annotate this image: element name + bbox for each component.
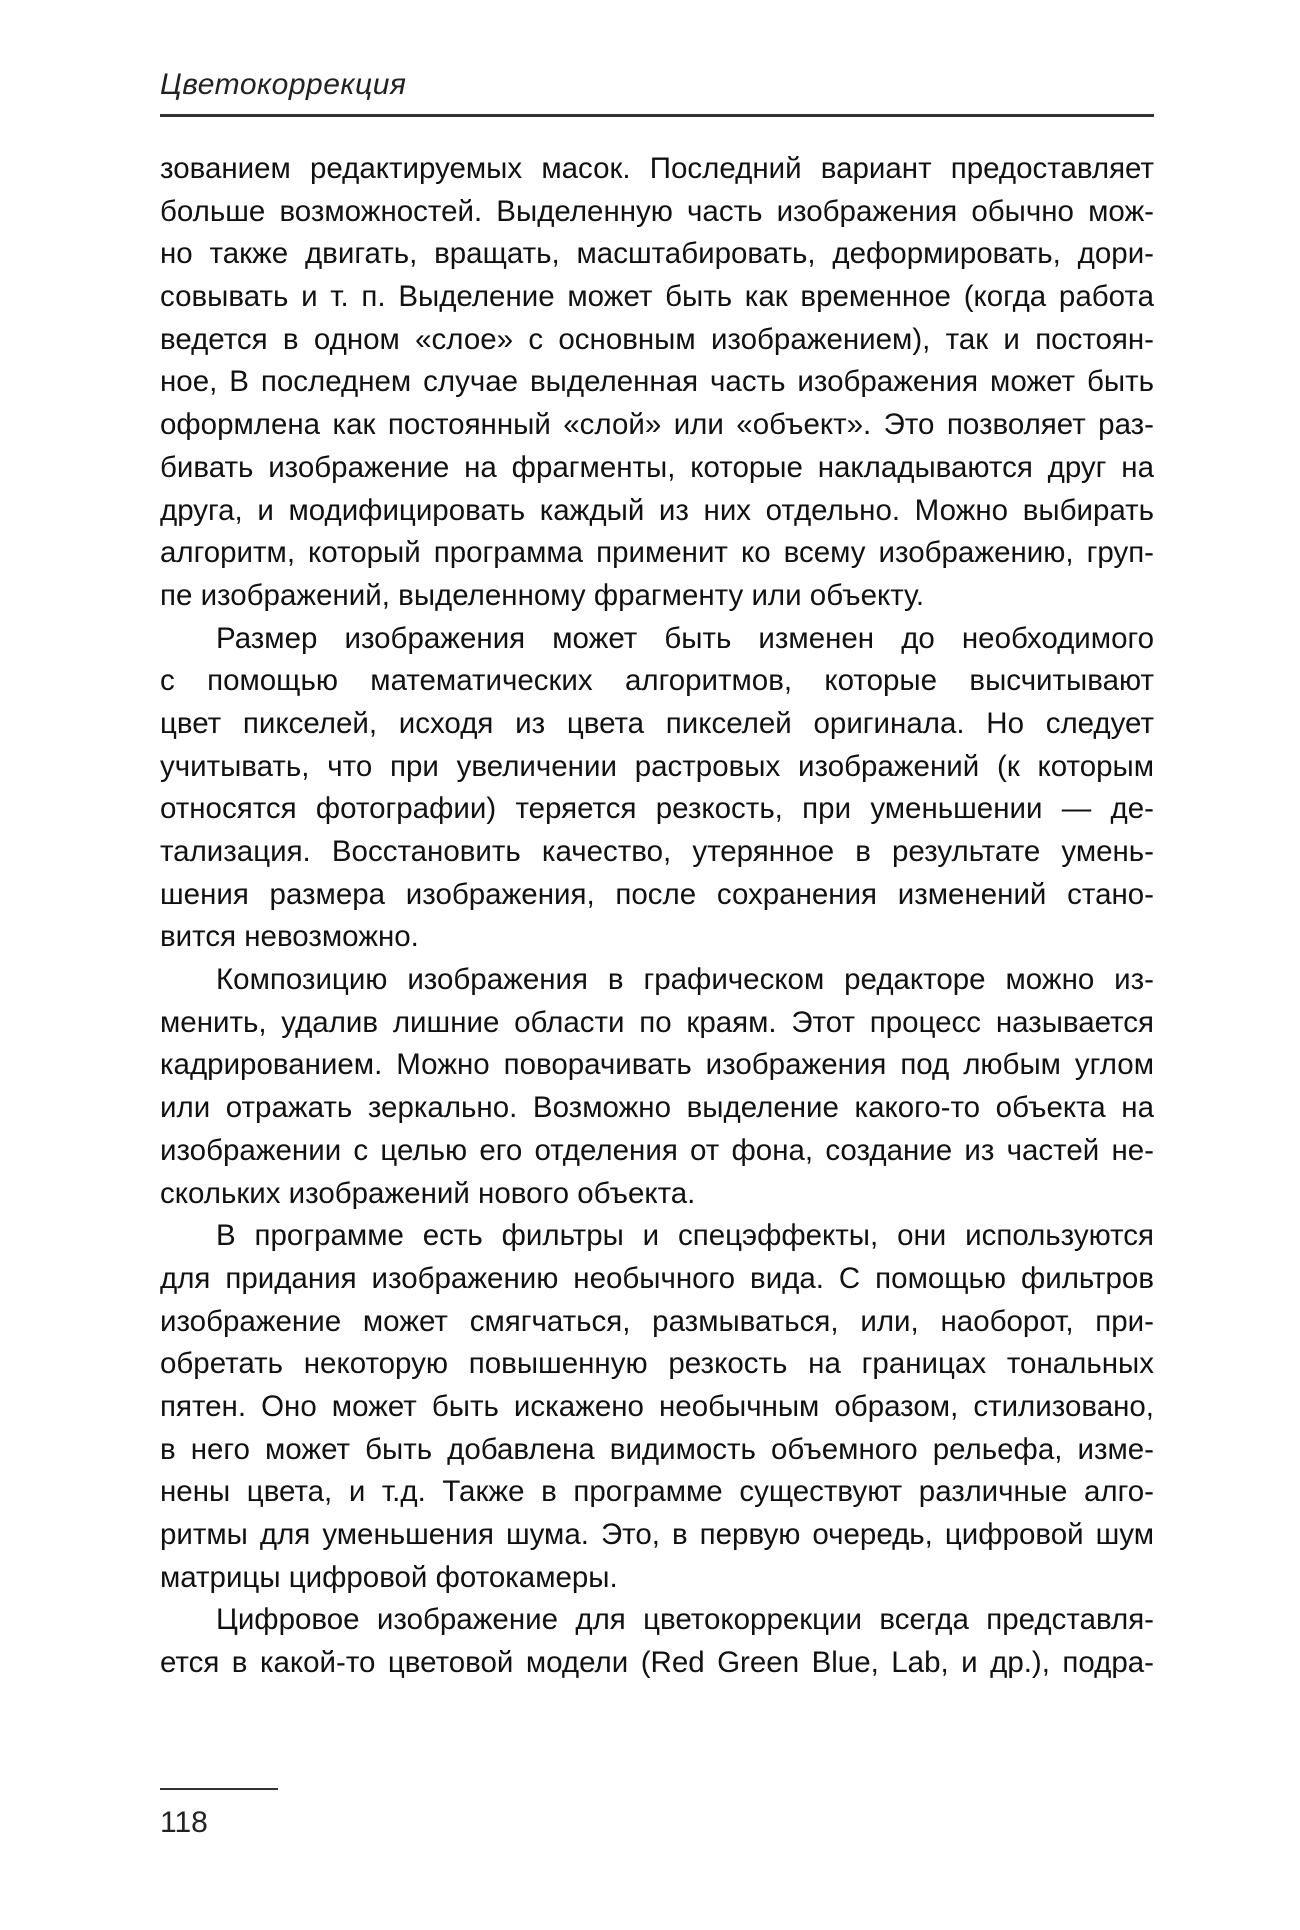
text-line: изображение может смягчаться, размываться, или, наоборот, при- <box>160 1304 1154 1338</box>
running-head-title: Цветокоррекция <box>160 68 407 101</box>
text-line: или отражать зеркально. Возможно выделение какого-то объекта на <box>160 1091 1154 1125</box>
text-line: друга, и модифицировать каждый из них отдельно. Можно выбирать <box>160 493 1154 527</box>
text-line: но также двигать, вращать, масштабировать, деформировать, дори- <box>160 237 1154 271</box>
text-line: пятен. Оно может быть искажено необычным образом, стилизовано, <box>160 1389 1154 1423</box>
text-line: в него может быть добавлена видимость объемного рельефа, изме- <box>160 1432 1154 1466</box>
text-line: учитывать, что при увеличении растровых изображений (к которым <box>160 749 1154 783</box>
text-line: бивать изображение на фрагменты, которые накладываются друг на <box>160 450 1154 484</box>
text-line: ритмы для уменьшения шума. Это, в первую очередь, цифровой шум <box>160 1518 1154 1551</box>
text-line: Композицию изображения в графическом редакторе можно из- <box>216 963 1154 997</box>
page-number: 118 <box>160 1806 208 1839</box>
text-line: шения размера изображения, после сохранения изменений стано- <box>160 877 1154 911</box>
text-line: оформлена как постоянный «слой» или «объект». Это позволяет раз- <box>160 408 1154 442</box>
text-line: нены цвета, и т.д. Также в программе существуют различные алго- <box>160 1475 1154 1509</box>
body-text <box>160 148 1154 1685</box>
text-line: В программе есть фильтры и спецэффекты, они используются <box>216 1219 1154 1253</box>
text-line: пе изображений, выделенному фрагменту или объекту. <box>160 578 925 612</box>
text-line: кадрированием. Можно поворачивать изображения под любым углом <box>160 1048 1154 1082</box>
text-line: цвет пикселей, исходя из цвета пикселей оригинала. Но следует <box>160 706 1154 740</box>
text-line: менить, удалив лишние области по краям. Этот процесс называется <box>160 1005 1154 1039</box>
text-line: алгоритм, который программа применит ко всему изображению, груп- <box>160 536 1154 570</box>
text-line: вится невозможно. <box>160 920 419 954</box>
text-line: Цифровое изображение для цветокоррекции всегда представля- <box>216 1603 1154 1637</box>
text-line: больше возможностей. Выделенную часть изображения обычно мож- <box>160 194 1154 228</box>
text-line: ное, В последнем случае выделенная часть изображения может быть <box>160 365 1154 399</box>
text-line: относятся фотографии) теряется резкость, при уменьшении — де- <box>160 792 1154 826</box>
header-rule <box>160 114 1154 117</box>
footer-rule <box>160 1788 278 1790</box>
text-line: Размер изображения может быть изменен до необходимого <box>216 621 1154 655</box>
text-line: для придания изображению необычного вида. С помощью фильтров <box>160 1261 1154 1295</box>
text-line: обретать некоторую повышенную резкость на границах тональных <box>160 1347 1154 1381</box>
text-line: изображении с целью его отделения от фона, создание из частей не- <box>160 1133 1154 1167</box>
text-line: зованием редактируемых масок. Последний вариант предоставляет <box>160 152 1154 185</box>
text-line: ведется в одном «слое» с основным изображением), так и постоян- <box>160 322 1154 356</box>
text-line: ется в какой-то цветовой модели (Red Green Blue, Lab, и др.), подра- <box>160 1646 1154 1680</box>
text-line: совывать и т. п. Выделение может быть как временное (когда работа <box>160 280 1154 314</box>
text-line: скольких изображений нового объекта. <box>160 1176 696 1210</box>
text-line: матрицы цифровой фотокамеры. <box>160 1560 618 1594</box>
text-line: тализация. Восстановить качество, утерянное в результате умень- <box>160 835 1154 868</box>
text-line: с помощью математических алгоритмов, которые высчитывают <box>160 664 1154 698</box>
